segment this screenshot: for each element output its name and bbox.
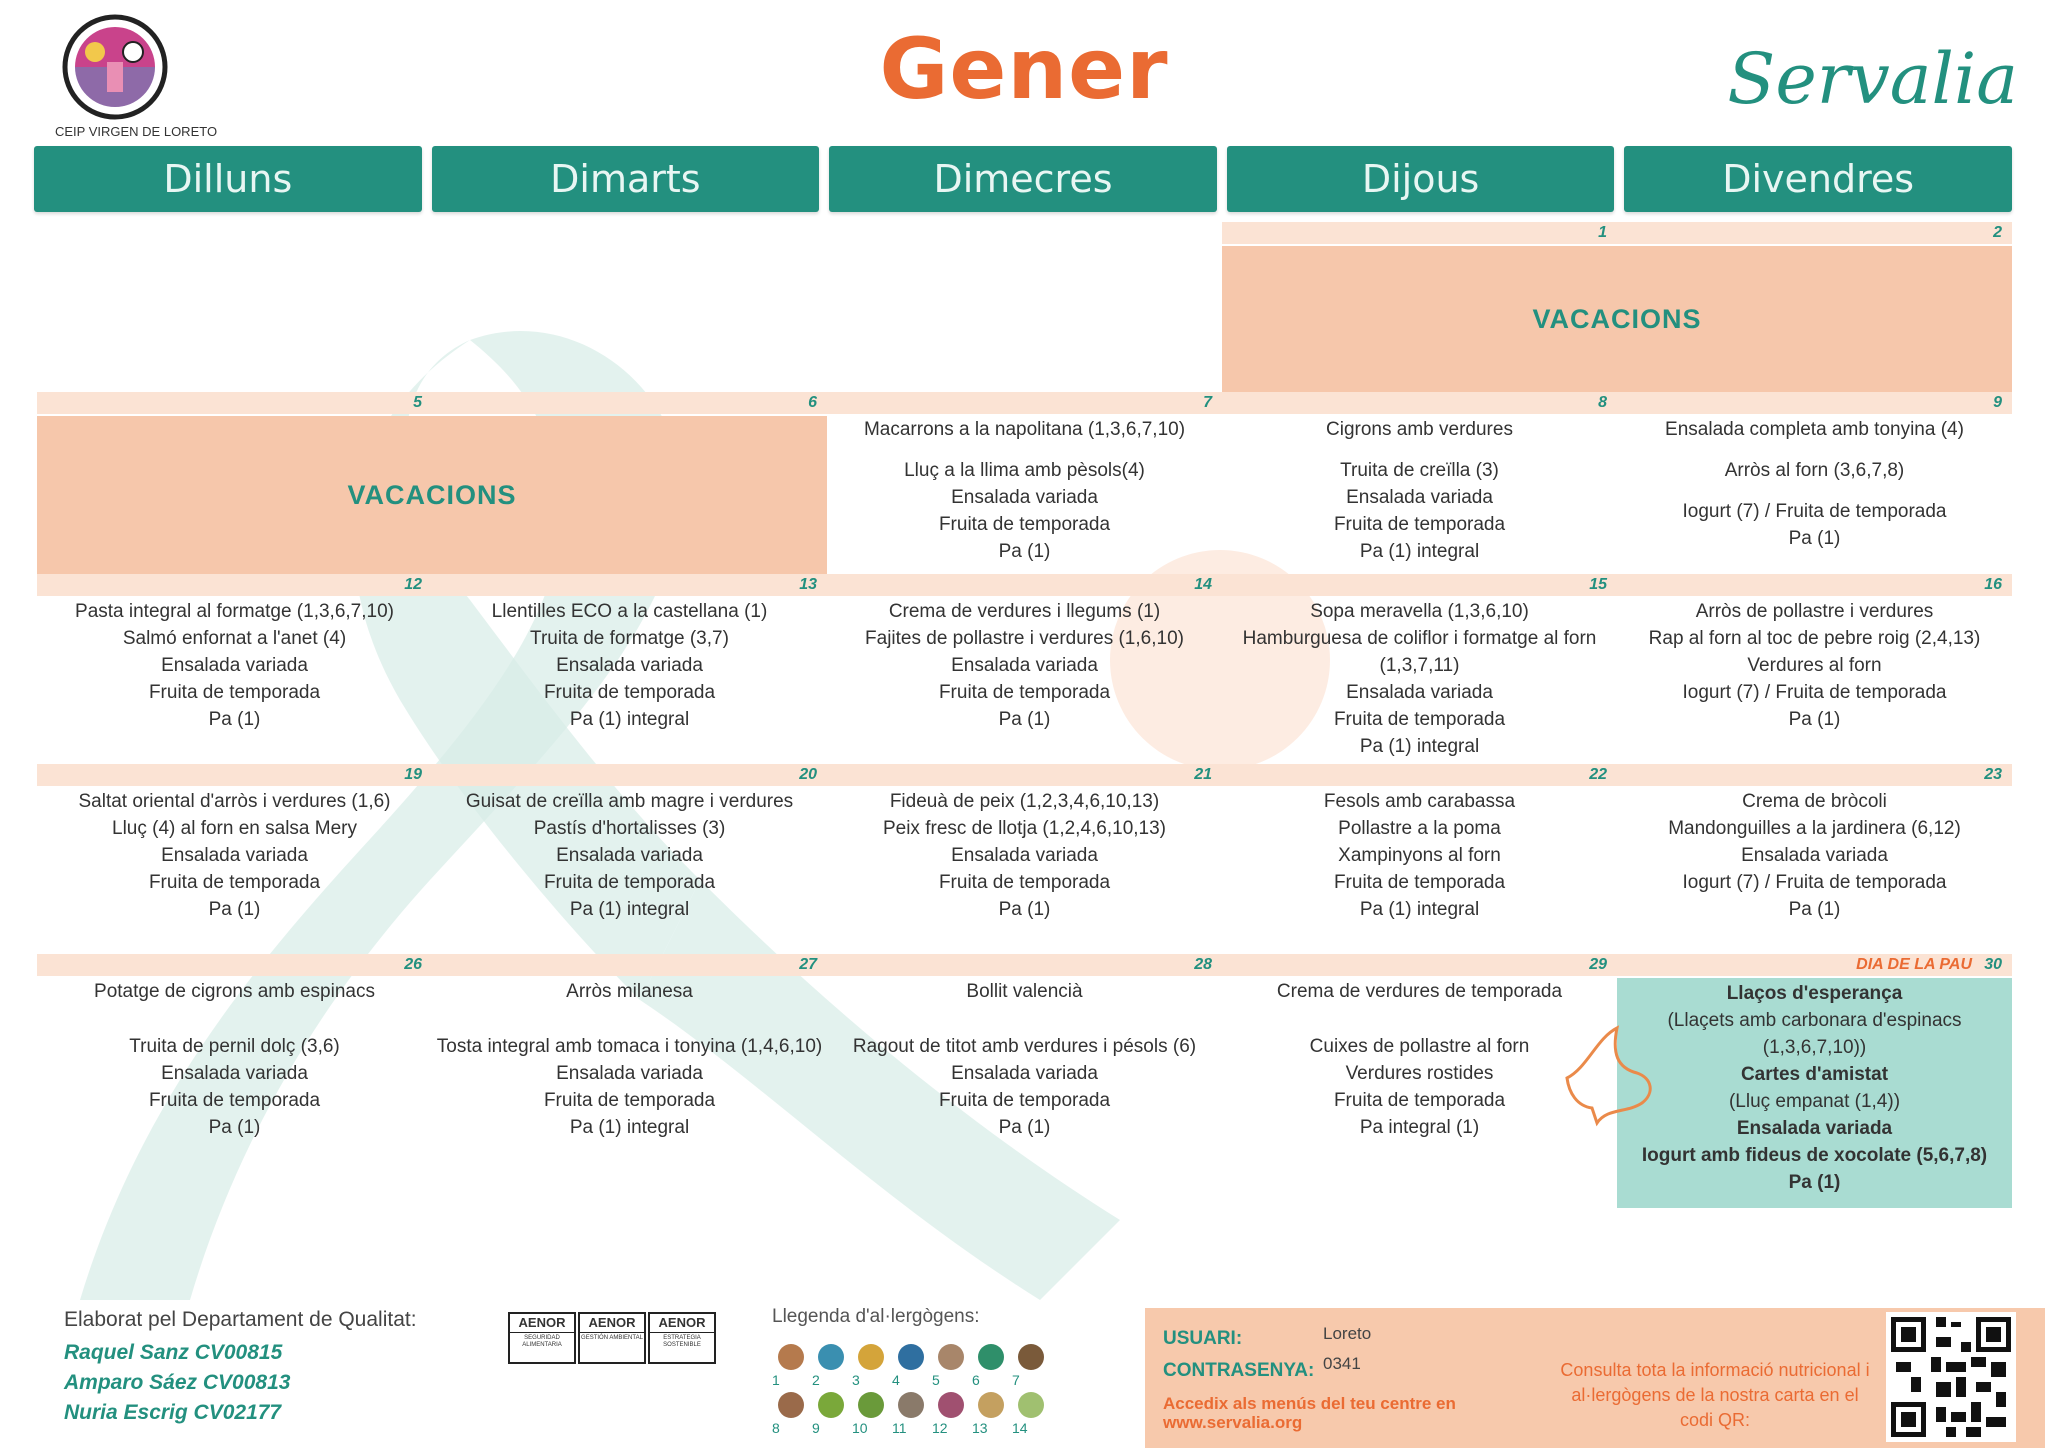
day-number-strip (432, 574, 827, 596)
menu-item: Pa (1) (998, 1117, 1051, 1138)
day-number-strip (37, 392, 827, 414)
day-menu-cell (1222, 574, 1617, 764)
menu-item: Verdures al forn (1747, 655, 1882, 676)
vacation-label: VACACIONS (1222, 246, 2012, 392)
menu-item: Saltat oriental d'arròs i verdures (1,6) (78, 791, 391, 812)
menu-item: Fruita de temporada (938, 682, 1111, 703)
menu-item: Pollastre a la poma (1338, 818, 1501, 839)
menu-item: Lluç (4) al forn en salsa Mery (112, 818, 357, 839)
day-number: 16 (1984, 576, 2002, 593)
qr-info-text: Consulta tota la informació nutricional i al·lergògens de la nostra carta en el codi QR: (1560, 1360, 1870, 1430)
day-number: 21 (1194, 766, 1212, 783)
empty-day-cell (432, 222, 827, 392)
menu-item: Arròs al forn (3,6,7,8) (1724, 460, 1905, 481)
menu-lines (1617, 788, 2012, 923)
menu-item: Truita de pernil dolç (3,6) (129, 1036, 340, 1057)
allergen-number: 6 (972, 1372, 980, 1388)
usuari-value: Loreto (1323, 1324, 1372, 1343)
menu-item: Pa (1) (208, 709, 261, 730)
day-number: 2 (1993, 224, 2002, 241)
day-header-thursday: Dijous (1227, 146, 1615, 212)
menu-item: Pasta integral al formatge (1,3,6,7,10) (75, 601, 394, 622)
day-number-strip (432, 764, 827, 786)
special-day-label: DIA DE LA PAU (1856, 956, 1972, 973)
menu-lines (827, 978, 1222, 1141)
day-header-wednesday: Dimecres (829, 146, 1217, 212)
day-number: 29 (1589, 956, 1607, 973)
menu-item: Pa (1) (1788, 899, 1841, 920)
menu-item: Fideuà de peix (1,2,3,4,6,10,13) (889, 791, 1160, 812)
spacer (432, 1005, 827, 1019)
menu-lines (827, 416, 1222, 565)
menu-item: Ensalada variada (161, 655, 308, 676)
quality-name: Nuria Escrig CV02177 (64, 1401, 282, 1424)
menu-item: Fruita de temporada (148, 1090, 321, 1111)
menu-item: Pa (1) (208, 899, 261, 920)
menu-item: Guisat de creïlla amb magre i verdures (465, 791, 794, 812)
menu-item: Iogurt (7) / Fruita de temporada (1682, 501, 1947, 522)
menu-item: Pa (1) (1788, 528, 1841, 549)
aenor-badge: AENOR SEGURIDAD ALIMENTARIA (508, 1312, 576, 1364)
spacer (37, 1019, 432, 1033)
menu-item: Arròs milanesa (566, 981, 693, 1002)
menu-item: (Lluç empanat (1,4)) (1728, 1091, 1901, 1112)
menu-item: Hamburguesa de coliflor i formatge al forn (1,3,7,11) (1242, 628, 1597, 676)
allergen-icon (898, 1344, 924, 1370)
menu-item: Pastís d'hortalisses (3) (533, 818, 726, 839)
menu-item: Fruita de temporada (543, 872, 716, 893)
menu-item: Ensalada completa amb tonyina (4) (1665, 419, 1964, 440)
allergen-icon (978, 1344, 1004, 1370)
menu-item: Llentilles ECO a la castellana (1) (491, 601, 768, 622)
menu-item: Ensalada variada (951, 655, 1098, 676)
day-number-strip (1617, 392, 2012, 414)
day-number: 26 (404, 956, 422, 973)
allergen-icon (898, 1392, 924, 1418)
usuari-label: USUARI: (1163, 1328, 1243, 1349)
spacer (1222, 1005, 1617, 1019)
quality-name: Amparo Sáez CV00813 (64, 1371, 291, 1394)
menu-lines (37, 978, 432, 1141)
contrasenya-label: CONTRASENYA: (1163, 1360, 1315, 1381)
menu-item: Potatge de cigrons amb espinacs (94, 981, 375, 1002)
menu-lines (432, 788, 827, 923)
menu-item: Fruita de temporada (543, 682, 716, 703)
day-menu-cell (1617, 392, 2012, 574)
day-menu-cell (432, 574, 827, 764)
vacation-cell (1222, 222, 2012, 392)
day-menu-cell (1617, 574, 2012, 764)
vacation-label: VACACIONS (37, 416, 827, 574)
allergen-legend-title: Llegenda d'al·lergògens: (772, 1306, 980, 1327)
menu-item: Pa (1) integral (1359, 899, 1480, 920)
day-header-tuesday: Dimarts (432, 146, 820, 212)
menu-item: Iogurt (7) / Fruita de temporada (1682, 872, 1947, 893)
menu-item: Pa (1) integral (569, 709, 690, 730)
allergen-number: 11 (892, 1420, 907, 1436)
quality-credits (64, 1308, 417, 1428)
allergen-number: 14 (1012, 1420, 1028, 1436)
day-menu-cell (37, 764, 432, 954)
spacer (827, 1019, 1222, 1033)
menu-lines (1617, 598, 2012, 733)
menu-item: Pa integral (1) (1359, 1117, 1480, 1138)
day-menu-cell (1617, 954, 2012, 1208)
day-number: 6 (808, 394, 817, 411)
spacer (1617, 484, 2012, 498)
spacer (1617, 443, 2012, 457)
menu-item: Sopa meravella (1,3,6,10) (1310, 601, 1529, 622)
aenor-badge: AENOR ESTRATEGIA SOSTENIBLE (648, 1312, 716, 1364)
menu-item: Iogurt amb fideus de xocolate (5,6,7,8) (1641, 1145, 1988, 1166)
menu-item: Ensalada variada (1736, 1118, 1893, 1139)
menu-item: Macarrons a la napolitana (1,3,6,7,10) (863, 419, 1186, 440)
menu-item: Ensalada variada (556, 655, 703, 676)
day-number: 12 (404, 576, 422, 593)
day-menu-cell (1222, 764, 1617, 954)
menu-item: Cigrons amb verdures (1326, 419, 1513, 440)
menu-item: Pa (1) integral (1359, 541, 1480, 562)
allergen-icon (938, 1344, 964, 1370)
menu-item: Bollit valencià (966, 981, 1083, 1002)
menu-item: Pa (1) integral (569, 1117, 690, 1138)
menu-item: Fruita de temporada (148, 872, 321, 893)
menu-item: Arròs de pollastre i verdures (1695, 601, 1934, 622)
day-number: 8 (1598, 394, 1607, 411)
menu-item: Pa (1) (998, 709, 1051, 730)
day-number: 23 (1984, 766, 2002, 783)
menu-item: Crema de bròcoli (1742, 791, 1887, 812)
weekday-header-row (34, 146, 2012, 212)
menu-lines (827, 598, 1222, 733)
day-number: 27 (799, 956, 817, 973)
day-number: 20 (799, 766, 817, 783)
day-header-monday: Dilluns (34, 146, 422, 212)
menu-item: Peix fresc de llotja (1,2,4,6,10,13) (882, 818, 1167, 839)
menu-item: Cuixes de pollastre al forn (1309, 1036, 1530, 1057)
spacer (1222, 443, 1617, 457)
menu-item: Ensalada variada (161, 1063, 308, 1084)
menu-lines (432, 598, 827, 733)
menu-item: (1,3,6,7,10)) (1762, 1037, 1867, 1058)
menu-item: (Llaçets amb carbonara d'espinacs (1667, 1010, 1962, 1031)
day-number-strip (1222, 222, 2012, 244)
menu-item: Ensalada variada (951, 1063, 1098, 1084)
menu-item: Truita de creïlla (3) (1340, 460, 1499, 481)
menu-item: Fruita de temporada (938, 514, 1111, 535)
day-menu-cell (432, 954, 827, 1208)
menu-calendar-grid (37, 222, 2012, 1225)
qr-code-icon[interactable] (1886, 1312, 2016, 1442)
allergen-number: 4 (892, 1372, 900, 1388)
menu-item: Ensalada variada (1346, 682, 1493, 703)
day-menu-cell (37, 574, 432, 764)
menu-item: Ensalada variada (1346, 487, 1493, 508)
menu-item: Crema de verdures de temporada (1276, 981, 1563, 1002)
spacer (827, 1005, 1222, 1019)
menu-item: Fruita de temporada (1333, 709, 1506, 730)
day-number: 5 (413, 394, 422, 411)
day-number-strip (37, 574, 432, 596)
allergen-icon (818, 1344, 844, 1370)
menu-lines (1222, 598, 1617, 760)
menu-item: Llaços d'esperança (1726, 983, 1903, 1004)
day-menu-cell (827, 392, 1222, 574)
allergen-number: 10 (852, 1420, 868, 1436)
quality-title: Elaborat pel Departament de Qualitat: (64, 1308, 417, 1331)
day-number-strip (827, 764, 1222, 786)
day-number-strip (1222, 764, 1617, 786)
day-menu-cell (37, 954, 432, 1208)
menu-item: Tosta integral amb tomaca i tonyina (1,4,6,10) (436, 1036, 823, 1057)
day-number: 1 (1598, 224, 1607, 241)
day-number-strip (37, 954, 432, 976)
menu-item: Xampinyons al forn (1338, 845, 1501, 866)
day-number: 28 (1194, 956, 1212, 973)
menu-item: Ensalada variada (556, 845, 703, 866)
aenor-badge: AENOR GESTIÓN AMBIENTAL (578, 1312, 646, 1364)
peace-dove-icon (1557, 1018, 1657, 1138)
allergen-number: 2 (812, 1372, 820, 1388)
menu-item: Fruita de temporada (1333, 1090, 1506, 1111)
day-number: 22 (1589, 766, 1607, 783)
day-number-strip (827, 574, 1222, 596)
menu-item: Fruita de temporada (1333, 514, 1506, 535)
day-menu-cell (827, 574, 1222, 764)
allergen-number: 13 (972, 1420, 988, 1436)
menu-lines (37, 788, 432, 923)
allergen-icon (1018, 1344, 1044, 1370)
menu-item: Mandonguilles a la jardinera (6,12) (1668, 818, 1961, 839)
menu-lines (432, 978, 827, 1141)
quality-name: Raquel Sanz CV00815 (64, 1341, 283, 1364)
allergen-icon (978, 1392, 1004, 1418)
menu-item: Ragout de titot amb verdures i pésols (6) (852, 1036, 1197, 1057)
allergen-icon (938, 1392, 964, 1418)
menu-item: Fajites de pollastre i verdures (1,6,10) (865, 628, 1184, 649)
day-number: 15 (1589, 576, 1607, 593)
day-menu-cell (827, 954, 1222, 1208)
day-number-strip (827, 954, 1222, 976)
menu-lines (37, 598, 432, 733)
day-number: 14 (1194, 576, 1212, 593)
allergen-number: 1 (772, 1372, 780, 1388)
menu-lines (1222, 416, 1617, 565)
allergen-icon (858, 1344, 884, 1370)
special-menu (1617, 978, 2012, 1208)
allergen-number: 12 (932, 1420, 948, 1436)
allergen-icon (818, 1392, 844, 1418)
day-number-strip (1222, 392, 1617, 414)
day-number-strip (1222, 574, 1617, 596)
spacer (432, 1019, 827, 1033)
menu-item: Fruita de temporada (938, 872, 1111, 893)
brand-logo: Servalia (1727, 38, 2018, 120)
empty-day-cell (37, 222, 432, 392)
menu-item: Pa (1) integral (569, 899, 690, 920)
menu-item: Ensalada variada (951, 845, 1098, 866)
day-number: 13 (799, 576, 817, 593)
menu-item: Pa (1) (998, 899, 1051, 920)
menu-item: Pa (1) integral (1359, 736, 1480, 757)
menu-item: Cartes d'amistat (1740, 1064, 1889, 1085)
menu-item: Pa (1) (208, 1117, 261, 1138)
menu-item: Fruita de temporada (148, 682, 321, 703)
allergen-number: 7 (1012, 1372, 1020, 1388)
day-menu-cell (1617, 764, 2012, 954)
menu-item: Ensalada variada (1741, 845, 1888, 866)
day-number-strip (1222, 954, 1617, 976)
contrasenya-value: 0341 (1323, 1354, 1361, 1373)
menu-item: Ensalada variada (951, 487, 1098, 508)
day-number-strip (1617, 764, 2012, 786)
allergen-number: 3 (852, 1372, 860, 1388)
menu-lines (827, 788, 1222, 923)
menu-item: Pa (1) (998, 541, 1051, 562)
allergen-icon (778, 1344, 804, 1370)
day-number-strip (432, 954, 827, 976)
day-menu-cell (1222, 392, 1617, 574)
menu-item: Salmó enfornat a l'anet (4) (122, 628, 347, 649)
menu-item: Verdures rostides (1345, 1063, 1494, 1084)
empty-day-cell (827, 222, 1222, 392)
menu-item: Pa (1) (1788, 1172, 1841, 1193)
vacation-cell (37, 392, 827, 574)
allergen-number: 8 (772, 1420, 780, 1436)
day-number: 9 (1993, 394, 2002, 411)
menu-item: Ensalada variada (556, 1063, 703, 1084)
school-name: CEIP VIRGEN DE LORETO (55, 124, 218, 139)
menu-item: Rap al forn al toc de pebre roig (2,4,13) (1648, 628, 1981, 649)
day-number-strip (37, 764, 432, 786)
menu-item: Fruita de temporada (543, 1090, 716, 1111)
page-title: Gener (879, 20, 1169, 118)
spacer (37, 1005, 432, 1019)
allergen-icon (778, 1392, 804, 1418)
day-number-strip (1617, 574, 2012, 596)
allergen-icon (1018, 1392, 1044, 1418)
menu-item: Iogurt (7) / Fruita de temporada (1682, 682, 1947, 703)
menu-item: Pa (1) (1788, 709, 1841, 730)
allergen-number: 9 (812, 1420, 820, 1436)
menu-item: Truita de formatge (3,7) (530, 628, 729, 649)
day-number: 19 (404, 766, 422, 783)
menu-lines (1222, 788, 1617, 923)
menu-item: Fruita de temporada (938, 1090, 1111, 1111)
day-header-friday: Divendres (1624, 146, 2012, 212)
menu-item: Fruita de temporada (1333, 872, 1506, 893)
day-menu-cell (827, 764, 1222, 954)
spacer (827, 443, 1222, 457)
menu-item: Crema de verdures i llegums (1) (888, 601, 1161, 622)
menu-item: Fesols amb carabassa (1323, 791, 1516, 812)
servalia-link[interactable]: Accedix als menús del teu centre en www.servalia.org (1163, 1394, 1456, 1432)
day-menu-cell (432, 764, 827, 954)
menu-lines (1617, 416, 2012, 552)
allergen-icon (858, 1392, 884, 1418)
day-number-strip (827, 392, 1222, 414)
menu-item: Ensalada variada (161, 845, 308, 866)
allergen-number: 5 (932, 1372, 940, 1388)
day-number: 30 (1984, 956, 2002, 973)
day-number: 7 (1203, 394, 1212, 411)
menu-item: Lluç a la llima amb pèsols(4) (904, 460, 1145, 481)
